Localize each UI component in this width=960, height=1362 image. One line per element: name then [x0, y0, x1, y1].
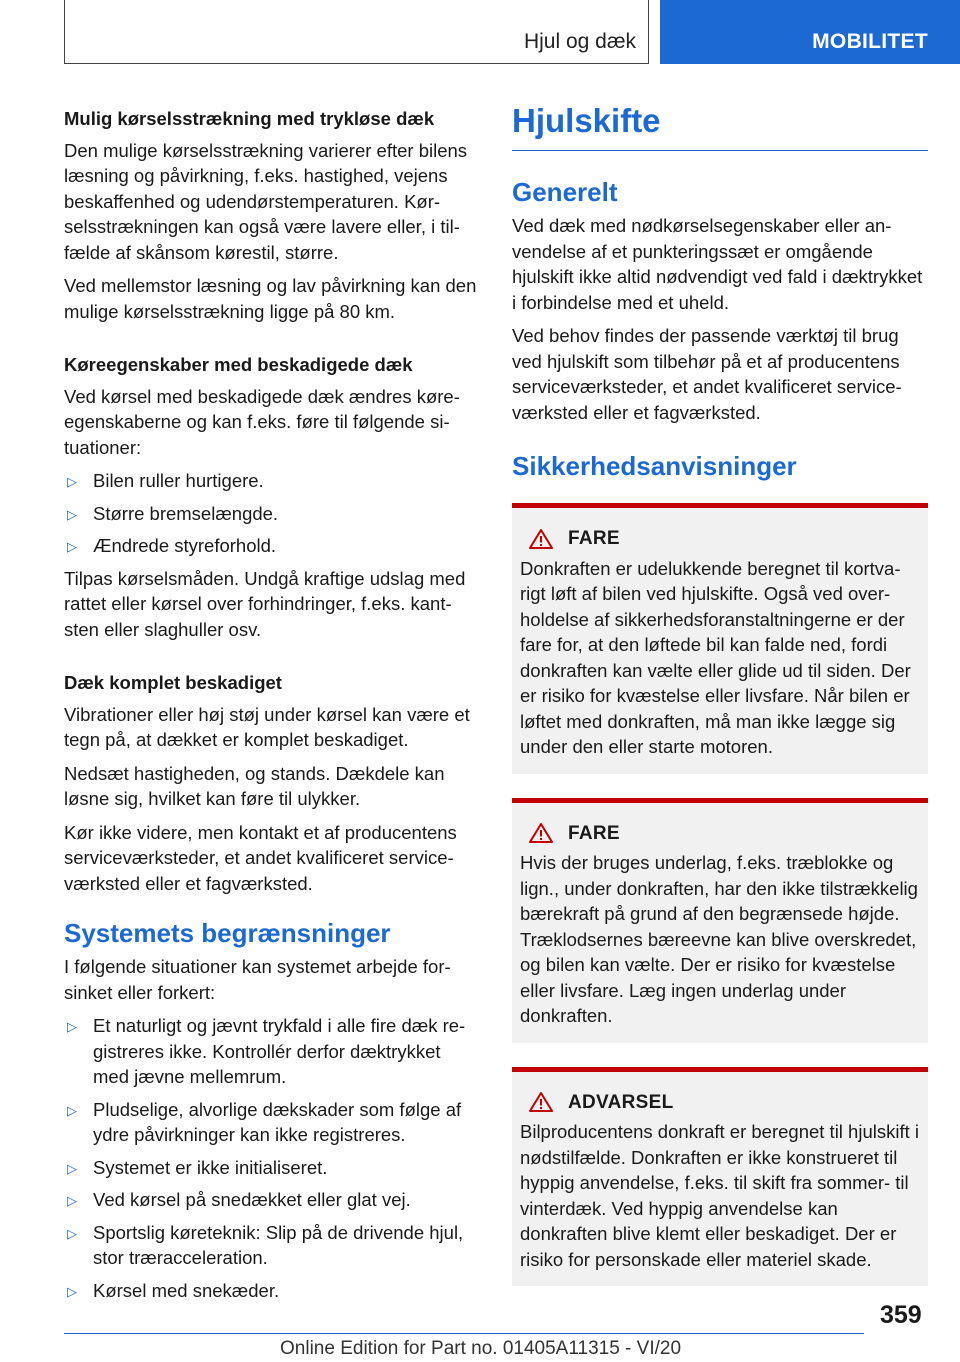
list-item-text: Kørsel med snekæder.: [93, 1279, 280, 1301]
limits-list: [64, 1013, 480, 1303]
list-item-text: Ændrede styreforhold.: [93, 535, 277, 556]
triangle-bullet-icon: ▷: [67, 1283, 77, 1299]
destroyed-paragraph-3: Kør ikke videre, men kontakt et af producentens serviceværksteder, et andet kvalificeret serviceværksted eller et fagværksted.: [64, 821, 457, 894]
range-paragraph-2: Ved mellemstor læsning og lav påvirkning kan den mulige kørselsstrækning ligge på 80 km.: [64, 275, 477, 322]
warning-triangle-icon: [528, 528, 554, 550]
list-item: [64, 1097, 480, 1148]
warning-text: Hvis der bruges underlag, f.eks. træblokke og lign., under donkraften, har den ikke tilstrækkelig bærekraft på grund af den begrænsede højde. Træklodsernes bæreevne kan blive overskredet, og bilen kan vælte. Der er risiko for kvæstelse eller livsfare. Læg ingen underlag under donkraften.: [520, 852, 918, 1026]
range-paragraph-1: Den mulige kørselsstrækning varierer efter bilens læsning og påvirkning, f.eks. hastighed, vejens beskaffenhed og udendørstemperaturen. Kørselsstrækningen kan også være lavere eller, i tilfælde af skånsom kørestil, større.: [64, 139, 468, 263]
general-paragraph-1: Ved dæk med nødkørselsegenskaber eller anvendelse af et punkteringssæt er omgående hjulskift ikke altid nødvendigt ved fald i dæktrykket i forbindelse med et uheld.: [512, 215, 923, 313]
list-item-text: Større bremselængde.: [93, 502, 279, 524]
damaged-paragraph-1: Ved kørsel med beskadigede dæk ændres køreegenskaberne og kan f.eks. føre til følgende situationer:: [64, 385, 460, 458]
list-item-text: Bilen ruller hurtigere.: [93, 470, 264, 491]
section-tab: [660, 0, 960, 64]
warning-text: Donkraften er udelukkende beregnet til kortvarigt løft af bilen ved hjulskifte. Også ved overholdelse af sikkerhedsforanstaltningerne er der fare for, at den løftede bil kan falde ned, fordi donkraften kan vælte eller glide ud til siden. Der er risiko for kvæstelse eller livsfare. Når bilen er løftet med donkraften, må man ikke lægge sig under den eller starte motoren.: [520, 557, 911, 757]
triangle-bullet-icon: ▷: [67, 1160, 77, 1176]
header-title: Hjul og dæk: [523, 30, 636, 53]
triangle-bullet-icon: ▷: [67, 1019, 77, 1034]
page-number: 359: [880, 1301, 922, 1329]
list-item: [64, 1187, 480, 1213]
warning-triangle-icon: [528, 822, 554, 844]
right-column: [512, 102, 928, 1310]
warning-title: FARE: [568, 822, 620, 844]
page-title: Hjulskifte: [512, 102, 928, 151]
limits-paragraph: I følgende situationer kan systemet arbejde forsinket eller forkert:: [64, 956, 451, 1003]
warning-box: [512, 1067, 928, 1287]
triangle-bullet-icon: ▷: [67, 539, 77, 554]
range-heading: Mulig kørselsstrækning med trykløse dæk: [64, 108, 435, 129]
list-item-text: Et naturligt og jævnt trykfald i alle fire dæk registreres ikke. Kontrollér derfor dæktrykket med jævne mellemrum.: [93, 1015, 466, 1087]
destroyed-paragraph-2: Nedsæt hastigheden, og stands. Dækdele kan løsne sig, hvilket kan føre til ulykker.: [64, 762, 445, 809]
damaged-list: [64, 468, 480, 559]
left-column: [64, 106, 480, 1310]
warning-title: ADVARSEL: [568, 1091, 674, 1113]
damaged-paragraph-2: Tilpas kørselsmåden. Undgå kraftige udslag med rattet eller kørsel over forhindringer, f.eks. kantsten eller slaghuller osv.: [64, 567, 466, 640]
triangle-bullet-icon: ▷: [67, 506, 77, 522]
general-heading: Generelt: [512, 177, 618, 207]
list-item: [64, 1155, 480, 1181]
warning-title: FARE: [568, 528, 620, 549]
footer-divider: [64, 1333, 864, 1334]
list-item: [64, 1278, 480, 1304]
list-item: [64, 1013, 480, 1090]
warning-box: [512, 503, 928, 774]
section-tab-label: MOBILITET: [812, 30, 928, 53]
footer-edition: Online Edition for Part no. 01405A11315 - VI/20: [280, 1338, 682, 1359]
destroyed-paragraph-1: Vibrationer eller høj støj under kørsel kan være et tegn på, at dækket er komplet beskadiget.: [64, 703, 470, 750]
list-item-text: Pludselige, alvorlige dækskader som følge af ydre påvirkninger kan ikke registreres.: [93, 1098, 462, 1145]
triangle-bullet-icon: ▷: [67, 1193, 77, 1208]
list-item-text: Ved kørsel på snedækket eller glat vej.: [93, 1189, 411, 1210]
list-item-text: Sportslig køreteknik: Slip på de drivende hjul, stor træracceleration.: [93, 1221, 464, 1268]
list-item: [64, 533, 480, 559]
triangle-bullet-icon: ▷: [67, 1225, 77, 1241]
list-item: [64, 468, 480, 494]
safety-heading: Sikkerhedsanvisninger: [512, 451, 797, 481]
warning-text: Bilproducentens donkraft er beregnet til hjulskift i nødstilfælde. Donkraften er ikke konstrueret til hyppig anvendelse, f.eks. til skift fra sommer- til vinterdæk. Ved hyppig anvendelse kan donkraften blive klemt eller beskadiget. Der er risiko for personskade eller materiel skade.: [520, 1121, 919, 1270]
header-box: [64, 0, 649, 64]
triangle-bullet-icon: ▷: [67, 1102, 77, 1118]
list-item: [64, 501, 480, 527]
list-item: [64, 1220, 480, 1271]
damaged-heading: Køreegenskaber med beskadigede dæk: [64, 354, 413, 375]
warning-triangle-icon: [528, 1091, 554, 1113]
limits-heading: Systemets begrænsninger: [64, 918, 391, 948]
warning-box: [512, 798, 928, 1043]
triangle-bullet-icon: ▷: [67, 474, 77, 489]
list-item-text: Systemet er ikke initialiseret.: [93, 1156, 328, 1178]
general-paragraph-2: Ved behov findes der passende værktøj til brug ved hjulskift som tilbehør på et af producentens serviceværksteder, et andet kvalificeret serviceværksted eller et fagværksted.: [512, 325, 902, 423]
destroyed-heading: Dæk komplet beskadiget: [64, 672, 282, 693]
